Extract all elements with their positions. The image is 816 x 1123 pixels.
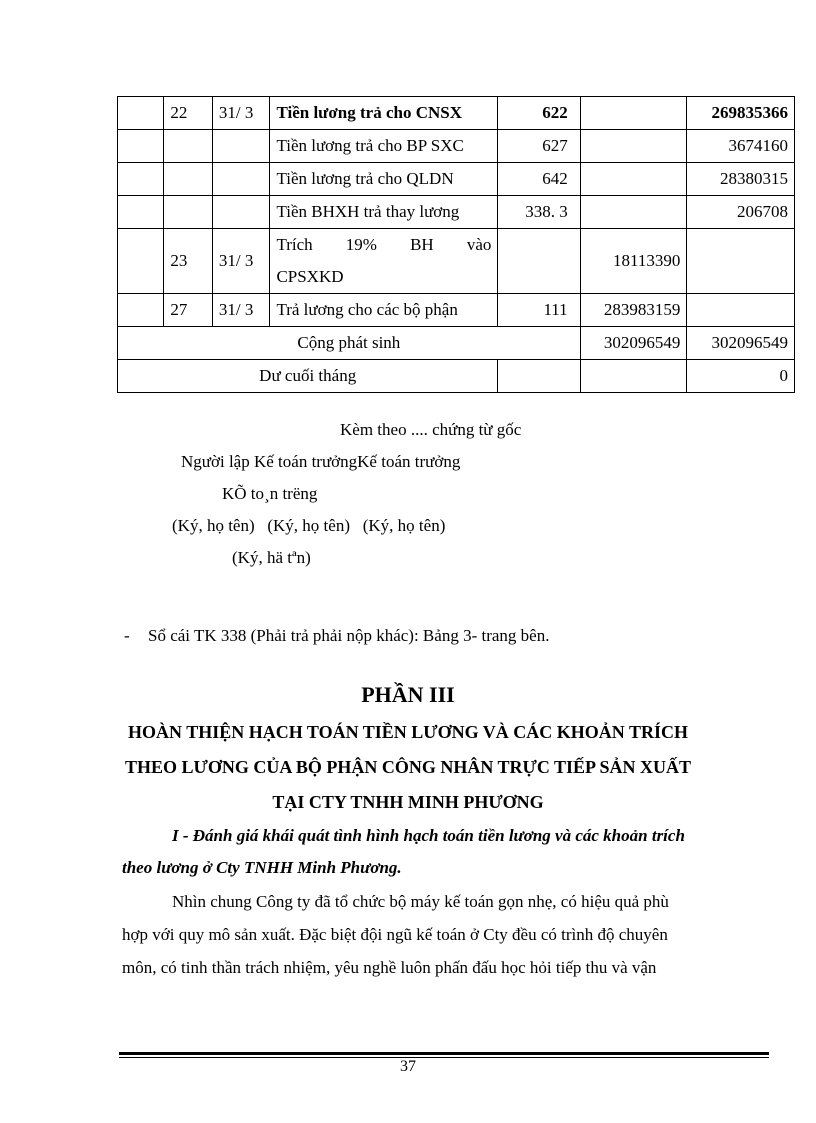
table-row — [118, 163, 795, 196]
debit-cell: 283983159 — [580, 294, 687, 327]
total-debit-cell: 302096549 — [580, 327, 687, 360]
blank-cell — [118, 196, 164, 229]
description-word: 19% — [345, 235, 377, 254]
blank-cell — [118, 229, 164, 294]
date-cell: 31/ 3 — [212, 97, 270, 130]
signature-instructions: (Ký, họ tên) (Ký, họ tên) (Ký, họ tên) — [172, 516, 446, 535]
voucher-number-cell — [164, 196, 213, 229]
account-cell: 111 — [498, 294, 580, 327]
account-cell: 627 — [498, 130, 580, 163]
closing-account-cell — [498, 360, 580, 393]
account-cell: 622 — [498, 97, 580, 130]
account-cell: 338. 3 — [498, 196, 580, 229]
description-cell: Trả lương cho các bộ phận — [270, 294, 498, 327]
credit-cell: 3674160 — [687, 130, 795, 163]
description-word: Trích — [276, 235, 313, 254]
description-cell: Tiền lương trả cho BP SXC — [270, 130, 498, 163]
table-row — [118, 196, 795, 229]
subheading-line-2: theo lương ở Cty TNHH Minh Phương. — [122, 858, 402, 877]
attached-documents-note: Kèm theo .... chứng từ gốc — [340, 420, 522, 439]
description-line-1 — [276, 229, 491, 261]
ledger-table — [117, 96, 795, 393]
voucher-number-cell: 27 — [164, 294, 213, 327]
table-row — [118, 97, 795, 130]
date-cell — [212, 196, 270, 229]
date-cell — [212, 130, 270, 163]
account-cell: 642 — [498, 163, 580, 196]
voucher-number-cell — [164, 163, 213, 196]
debit-cell — [580, 163, 687, 196]
section-part-heading: PHẦN III — [361, 682, 455, 707]
voucher-number-cell: 23 — [164, 229, 213, 294]
blank-cell — [118, 97, 164, 130]
blank-cell — [118, 130, 164, 163]
debit-cell: 18113390 — [580, 229, 687, 294]
description-line-2: CPSXKD — [276, 267, 344, 286]
credit-cell: 269835366 — [687, 97, 795, 130]
total-credit-cell: 302096549 — [687, 327, 795, 360]
debit-cell — [580, 130, 687, 163]
credit-cell — [687, 294, 795, 327]
closing-debit-cell — [580, 360, 687, 393]
description-cell: Tiền BHXH trả thay lương — [270, 196, 498, 229]
description-word: BH — [410, 235, 434, 254]
section-title-line: HOÀN THIỆN HẠCH TOÁN TIỀN LƯƠNG VÀ CÁC KHOẢN TRÍCH — [128, 722, 688, 742]
description-cell: Tiền lương trả cho QLDN — [270, 163, 498, 196]
description-cell: Tiền lương trả cho CNSX — [270, 97, 498, 130]
paragraph-line: hợp với quy mô sản xuất. Đặc biệt đội ngũ kế toán ở Cty đều có trình độ chuyên — [122, 925, 668, 944]
signature-roles: Người lập Kế toán trưởngKế toán trưởng — [181, 452, 461, 471]
signature-roles-garbled: KÕ to¸n trëng — [222, 484, 318, 503]
table-row — [118, 294, 795, 327]
credit-cell: 28380315 — [687, 163, 795, 196]
credit-cell — [687, 229, 795, 294]
paragraph-line: môn, có tinh thần trách nhiệm, yêu nghề luôn phấn đấu học hỏi tiếp thu và vận — [122, 958, 657, 977]
paragraph-line: Nhìn chung Công ty đã tổ chức bộ máy kế toán gọn nhẹ, có hiệu quả phù — [172, 892, 669, 911]
date-cell: 31/ 3 — [212, 229, 270, 294]
credit-cell: 206708 — [687, 196, 795, 229]
signature-instruction-garbled: (Ký, hä tªn) — [232, 548, 311, 567]
closing-credit-cell: 0 — [687, 360, 795, 393]
footer-rule-thick — [119, 1052, 769, 1055]
bullet-text: Sổ cái TK 338 (Phải trả phải nộp khác): Bảng 3- trang bên. — [148, 626, 550, 645]
closing-label-cell: Dư cuối tháng — [118, 360, 498, 393]
total-label-cell: Cộng phát sinh — [118, 327, 581, 360]
closing-balance-row — [118, 360, 795, 393]
voucher-number-cell: 22 — [164, 97, 213, 130]
table-row — [118, 229, 795, 294]
voucher-number-cell — [164, 130, 213, 163]
bullet-marker: - — [124, 626, 130, 645]
table-row — [118, 130, 795, 163]
subheading-line-1: I - Đánh giá khái quát tình hình hạch toán tiền lương và các khoản trích — [172, 826, 685, 845]
section-title-line: THEO LƯƠNG CỦA BỘ PHẬN CÔNG NHÂN TRỰC TIẾP SẢN XUẤT — [124, 757, 692, 777]
account-cell — [498, 229, 580, 294]
debit-cell — [580, 97, 687, 130]
description-cell — [270, 229, 498, 294]
date-cell — [212, 163, 270, 196]
total-row — [118, 327, 795, 360]
debit-cell — [580, 196, 687, 229]
blank-cell — [118, 163, 164, 196]
description-word: vào — [466, 235, 492, 254]
section-title-line: TẠI CTY TNHH MINH PHƯƠNG — [272, 792, 544, 812]
page-number: 37 — [400, 1058, 416, 1075]
blank-cell — [118, 294, 164, 327]
date-cell: 31/ 3 — [212, 294, 270, 327]
